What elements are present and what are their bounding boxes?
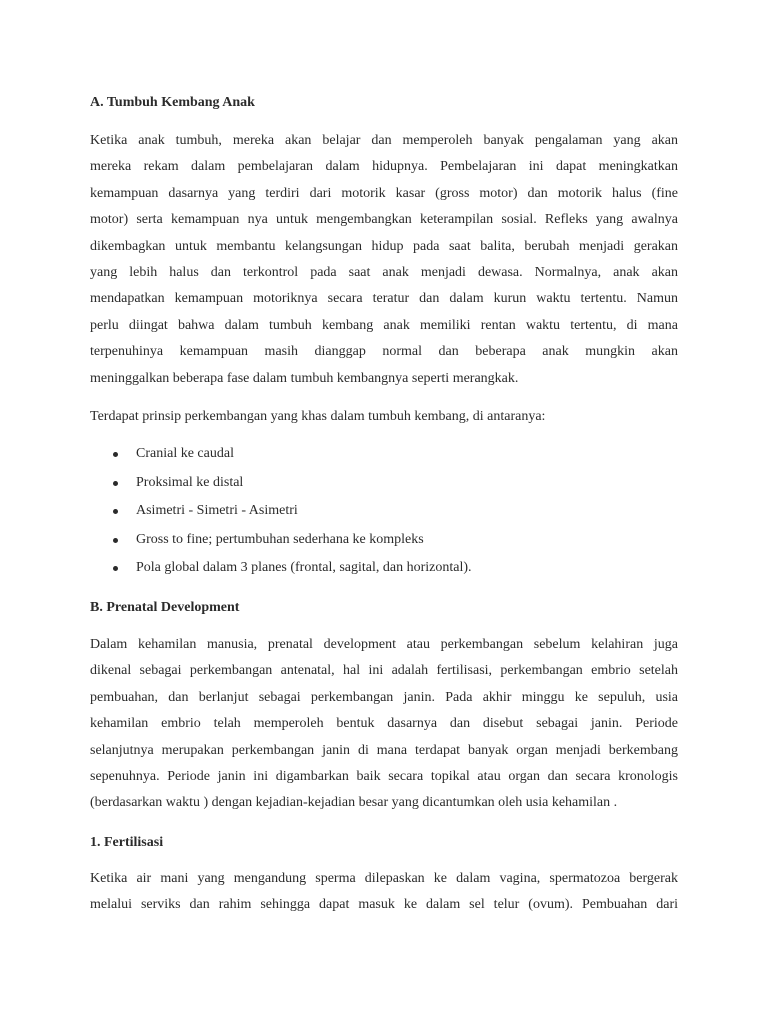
section-a-paragraph [90,128,678,392]
paragraph-line: sepenuhnya. Periode janin ini digambarkan baik secara topikal atau organ dan secara kronologis [90,768,678,784]
section-b-heading: B. Prenatal Development [90,600,240,615]
bullet-icon [113,481,118,486]
paragraph-line: dikenal sebagai perkembangan antenatal, hal ini adalah fertilisasi, perkembangan embrio setelah [90,663,678,679]
paragraph-line: kemampuan dasarnya yang terdiri dari motorik kasar (gross motor) dan motorik halus (fine [90,185,678,201]
list-item-text: Pola global dalam 3 planes (frontal, sagital, dan horizontal). [136,560,472,575]
list-item-text: Gross to fine; pertumbuhan sederhana ke kompleks [136,531,424,547]
paragraph-line: yang lebih halus dan terkontrol pada saat anak menjadi dewasa. Normalnya, anak akan [90,264,678,280]
paragraph-line: dikembagkan untuk membantu kelangsungan hidup pada saat balita, berubah menjadi gerakan [90,238,678,254]
paragraph-line: Ketika anak tumbuh, mereka akan belajar dan memperoleh banyak pengalaman yang akan [90,133,678,148]
paragraph-line: melalui serviks dan rahim sehingga dapat masuk ke dalam sel telur (ovum). Pembuahan dari [90,897,678,913]
principles-intro: Terdapat prinsip perkembangan yang khas dalam tumbuh kembang, di antaranya: [90,409,546,424]
section-1-paragraph [90,866,678,919]
paragraph-line: kehamilan embrio telah memperoleh bentuk dasarnya dan disebut sebagai janin. Periode [90,716,678,732]
paragraph-line: selanjutnya merupakan perkembangan janin di mana terdapat banyak organ menjadi berkembang [90,742,678,758]
paragraph-line: Ketika air mani yang mengandung sperma dilepaskan ke dalam vagina, spermatozoa bergerak [90,871,678,886]
paragraph-line: motor) serta kemampuan nya untuk mengembangkan keterampilan sosial. Refleks yang awalnya [90,212,678,228]
bullet-icon [113,509,118,514]
bullet-icon [113,538,118,543]
list-item-text: Asimetri - Simetri - Asimetri [136,503,298,518]
paragraph-line: meninggalkan beberapa fase dalam tumbuh kembangnya seperti merangkak. [90,370,519,386]
section-a-heading: A. Tumbuh Kembang Anak [90,95,255,110]
section-b-paragraph [90,632,678,817]
list-item-text: Proksimal ke distal [136,474,244,490]
bullet-icon [113,452,118,457]
paragraph-line: (berdasarkan waktu ) dengan kejadian-kejadian besar yang dicantumkan oleh usia kehamilan . [90,795,618,811]
list-item-text: Cranial ke caudal [136,446,234,461]
paragraph-line: perlu diingat bahwa dalam tumbuh kembang anak memiliki rentan waktu tertentu, di mana [90,317,678,333]
paragraph-line: Dalam kehamilan manusia, prenatal development atau perkembangan sebelum kelahiran juga [90,637,678,652]
paragraph-line: mendapatkan kemampuan motoriknya secara teratur dan dalam kurun waktu tertentu. Namun [90,291,678,307]
section-1-heading: 1. Fertilisasi [90,835,164,850]
paragraph-line: mereka rekam dalam pembelajaran dalam hidupnya. Pembelajaran ini dapat meningkatkan [90,159,678,175]
bullet-icon [113,566,118,571]
paragraph-line: pembuahan, dan berlanjut sebagai perkembangan janin. Pada akhir minggu ke sepuluh, usia [90,689,678,705]
paragraph-line: terpenuhinya kemampuan masih dianggap normal dan beberapa anak mungkin akan [90,344,678,360]
